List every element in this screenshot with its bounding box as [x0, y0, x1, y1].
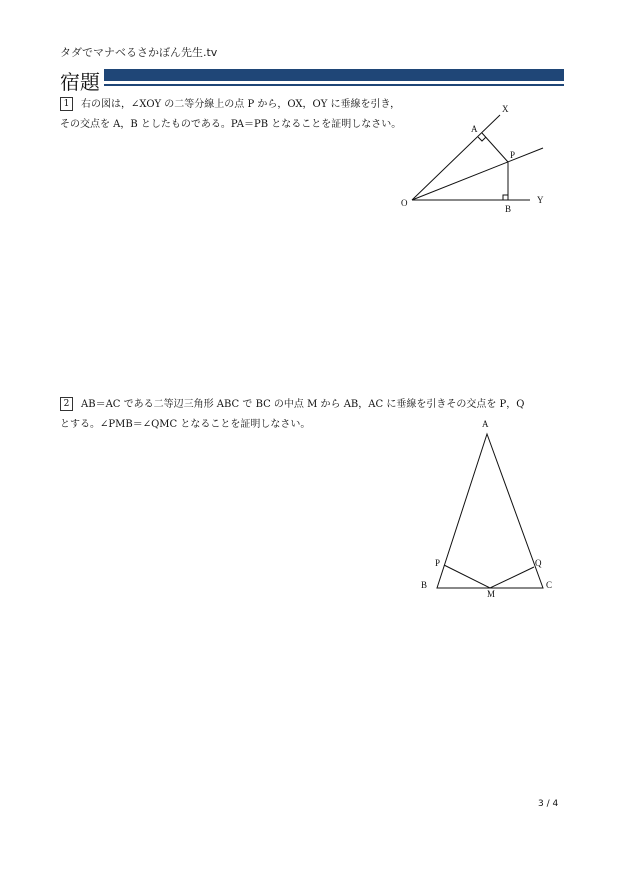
figure-2 [437, 434, 543, 588]
label-a2: A [482, 419, 489, 429]
label-b: B [505, 204, 512, 214]
label-p: P [510, 150, 516, 160]
label-o: O [401, 198, 408, 208]
label-q2: Q [535, 558, 542, 568]
problem-number: 2 [60, 397, 73, 411]
segments-pm-mq [444, 565, 534, 588]
label-y: Y [537, 195, 544, 205]
label-b2: B [421, 580, 428, 590]
problem-text-line1: 右の図は，∠XOY の二等分線上の点 P から，OX，OY に垂線を引き， [81, 99, 401, 110]
problem-text-line2: とする。∠PMB＝∠QMC となることを証明しなさい。 [60, 419, 311, 430]
page-number: 3 / 4 [538, 799, 559, 809]
label-x: X [502, 104, 509, 114]
page-title: 宿題 [60, 70, 100, 94]
bisector-op [412, 148, 543, 200]
label-c2: C [546, 580, 553, 590]
problem-text-line1: AB＝AC である二等辺三角形 ABC で BC の中点 M から AB，AC に垂線を引きその交点を P，Q [81, 399, 525, 410]
problem-text-line2: その交点を A，B としたものである。PA＝PB となることを証明しなさい。 [60, 119, 402, 130]
problem-number: 1 [60, 97, 73, 111]
right-angle-b [503, 195, 508, 200]
label-m2: M [487, 589, 496, 599]
label-p2: P [435, 558, 441, 568]
figure-1 [412, 115, 543, 200]
ray-ox [412, 115, 500, 200]
triangle-abc [437, 434, 543, 588]
right-angle-a [478, 137, 486, 141]
site-name: タダでマナベるさかぼん先生.tv [60, 46, 218, 59]
label-a: A [471, 124, 478, 134]
